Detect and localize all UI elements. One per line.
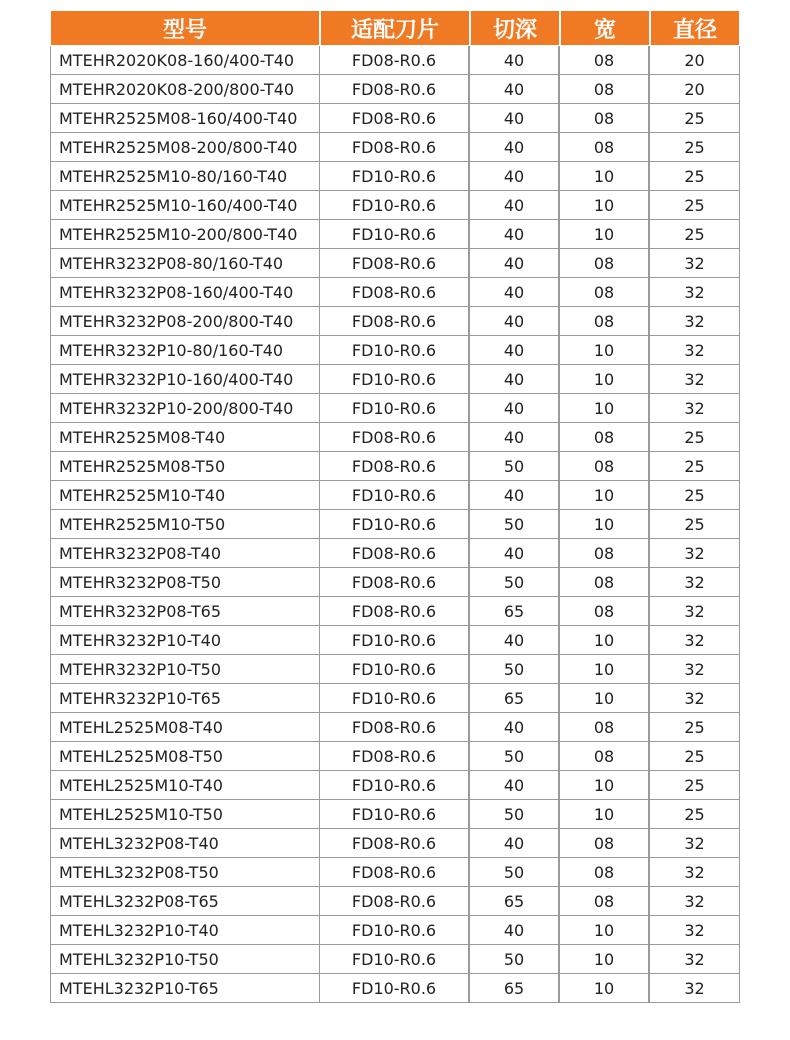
table-row (50, 220, 740, 249)
cell-insert: FD08-R0.6 (320, 539, 470, 568)
cell-depth: 40 (470, 394, 560, 423)
cell-diameter: 25 (650, 133, 740, 162)
table-row (50, 858, 740, 887)
cell-model: MTEHR2525M10-160/400-T40 (50, 191, 320, 220)
cell-depth: 40 (470, 481, 560, 510)
cell-width: 10 (560, 365, 650, 394)
cell-diameter: 25 (650, 510, 740, 539)
cell-diameter: 32 (650, 278, 740, 307)
spec-table (50, 10, 740, 1003)
cell-depth: 40 (470, 278, 560, 307)
cell-depth: 40 (470, 249, 560, 278)
cell-insert: FD10-R0.6 (320, 191, 470, 220)
cell-diameter: 32 (650, 974, 740, 1003)
cell-model: MTEHR2525M08-160/400-T40 (50, 104, 320, 133)
table-row (50, 945, 740, 974)
cell-insert: FD08-R0.6 (320, 278, 470, 307)
cell-model: MTEHL3232P08-T40 (50, 829, 320, 858)
cell-depth: 65 (470, 887, 560, 916)
cell-insert: FD08-R0.6 (320, 452, 470, 481)
cell-depth: 40 (470, 713, 560, 742)
cell-model: MTEHR2020K08-200/800-T40 (50, 75, 320, 104)
table-row (50, 75, 740, 104)
cell-depth: 40 (470, 46, 560, 75)
header-model: 型号 (50, 10, 320, 46)
cell-diameter: 32 (650, 684, 740, 713)
header-diameter: 直径 (650, 10, 740, 46)
cell-diameter: 32 (650, 249, 740, 278)
cell-depth: 40 (470, 336, 560, 365)
cell-diameter: 32 (650, 916, 740, 945)
cell-width: 08 (560, 887, 650, 916)
cell-insert: FD10-R0.6 (320, 771, 470, 800)
table-body (50, 46, 740, 1003)
cell-diameter: 32 (650, 829, 740, 858)
cell-diameter: 25 (650, 742, 740, 771)
cell-model: MTEHR2525M10-80/160-T40 (50, 162, 320, 191)
cell-model: MTEHR3232P08-160/400-T40 (50, 278, 320, 307)
cell-model: MTEHL3232P08-T65 (50, 887, 320, 916)
cell-diameter: 25 (650, 713, 740, 742)
table-row (50, 829, 740, 858)
cell-width: 10 (560, 916, 650, 945)
cell-model: MTEHR3232P08-200/800-T40 (50, 307, 320, 336)
cell-width: 10 (560, 655, 650, 684)
cell-diameter: 25 (650, 452, 740, 481)
cell-insert: FD08-R0.6 (320, 829, 470, 858)
cell-depth: 40 (470, 104, 560, 133)
cell-depth: 50 (470, 742, 560, 771)
header-insert: 适配刀片 (320, 10, 470, 46)
cell-model: MTEHR2020K08-160/400-T40 (50, 46, 320, 75)
cell-diameter: 32 (650, 597, 740, 626)
cell-width: 08 (560, 539, 650, 568)
cell-diameter: 32 (650, 626, 740, 655)
cell-width: 10 (560, 336, 650, 365)
cell-depth: 40 (470, 133, 560, 162)
table-row (50, 887, 740, 916)
cell-width: 10 (560, 191, 650, 220)
cell-diameter: 32 (650, 858, 740, 887)
cell-diameter: 32 (650, 568, 740, 597)
cell-model: MTEHR3232P08-T50 (50, 568, 320, 597)
cell-insert: FD10-R0.6 (320, 945, 470, 974)
cell-insert: FD08-R0.6 (320, 568, 470, 597)
table-row (50, 423, 740, 452)
table-row (50, 191, 740, 220)
cell-insert: FD10-R0.6 (320, 510, 470, 539)
cell-diameter: 32 (650, 394, 740, 423)
cell-depth: 40 (470, 626, 560, 655)
cell-model: MTEHR2525M08-T40 (50, 423, 320, 452)
table-row (50, 771, 740, 800)
table-row (50, 278, 740, 307)
cell-width: 10 (560, 481, 650, 510)
cell-depth: 50 (470, 655, 560, 684)
table-row (50, 104, 740, 133)
cell-diameter: 25 (650, 423, 740, 452)
table-row (50, 133, 740, 162)
cell-diameter: 32 (650, 539, 740, 568)
table-row (50, 46, 740, 75)
cell-width: 08 (560, 46, 650, 75)
cell-insert: FD10-R0.6 (320, 365, 470, 394)
cell-insert: FD10-R0.6 (320, 800, 470, 829)
cell-model: MTEHL3232P10-T50 (50, 945, 320, 974)
cell-width: 08 (560, 742, 650, 771)
cell-depth: 40 (470, 365, 560, 394)
cell-width: 10 (560, 510, 650, 539)
cell-width: 08 (560, 597, 650, 626)
cell-insert: FD08-R0.6 (320, 887, 470, 916)
cell-depth: 40 (470, 191, 560, 220)
cell-insert: FD08-R0.6 (320, 75, 470, 104)
cell-width: 08 (560, 713, 650, 742)
cell-depth: 50 (470, 510, 560, 539)
cell-width: 08 (560, 278, 650, 307)
cell-depth: 40 (470, 829, 560, 858)
table-row (50, 452, 740, 481)
table-row (50, 568, 740, 597)
table-row (50, 916, 740, 945)
cell-insert: FD10-R0.6 (320, 481, 470, 510)
cell-diameter: 20 (650, 75, 740, 104)
cell-diameter: 25 (650, 481, 740, 510)
cell-width: 08 (560, 307, 650, 336)
cell-insert: FD08-R0.6 (320, 46, 470, 75)
cell-insert: FD08-R0.6 (320, 713, 470, 742)
table-row (50, 626, 740, 655)
table-header (50, 10, 740, 46)
cell-depth: 40 (470, 307, 560, 336)
cell-model: MTEHR3232P08-T40 (50, 539, 320, 568)
cell-depth: 50 (470, 800, 560, 829)
table-row (50, 365, 740, 394)
cell-insert: FD10-R0.6 (320, 916, 470, 945)
cell-diameter: 32 (650, 887, 740, 916)
cell-insert: FD08-R0.6 (320, 742, 470, 771)
cell-diameter: 25 (650, 104, 740, 133)
table-row (50, 539, 740, 568)
cell-depth: 40 (470, 771, 560, 800)
cell-width: 10 (560, 394, 650, 423)
header-width: 宽 (560, 10, 650, 46)
cell-model: MTEHR2525M10-200/800-T40 (50, 220, 320, 249)
cell-width: 10 (560, 945, 650, 974)
header-depth: 切深 (470, 10, 560, 46)
table-row (50, 742, 740, 771)
cell-depth: 65 (470, 974, 560, 1003)
table-row (50, 307, 740, 336)
cell-insert: FD10-R0.6 (320, 684, 470, 713)
cell-diameter: 25 (650, 771, 740, 800)
cell-width: 08 (560, 858, 650, 887)
cell-model: MTEHR2525M10-T40 (50, 481, 320, 510)
cell-insert: FD10-R0.6 (320, 974, 470, 1003)
cell-insert: FD08-R0.6 (320, 423, 470, 452)
cell-insert: FD10-R0.6 (320, 626, 470, 655)
cell-model: MTEHR2525M10-T50 (50, 510, 320, 539)
cell-diameter: 32 (650, 307, 740, 336)
cell-width: 10 (560, 220, 650, 249)
cell-width: 10 (560, 162, 650, 191)
cell-insert: FD10-R0.6 (320, 394, 470, 423)
cell-diameter: 32 (650, 655, 740, 684)
cell-width: 08 (560, 452, 650, 481)
cell-depth: 40 (470, 916, 560, 945)
cell-model: MTEHR3232P10-T65 (50, 684, 320, 713)
cell-insert: FD10-R0.6 (320, 162, 470, 191)
cell-width: 08 (560, 133, 650, 162)
cell-depth: 65 (470, 684, 560, 713)
cell-width: 08 (560, 423, 650, 452)
cell-diameter: 25 (650, 191, 740, 220)
table-row (50, 162, 740, 191)
cell-depth: 40 (470, 423, 560, 452)
cell-width: 10 (560, 800, 650, 829)
table-row (50, 597, 740, 626)
table-row (50, 249, 740, 278)
table-row (50, 655, 740, 684)
cell-width: 10 (560, 771, 650, 800)
cell-depth: 40 (470, 220, 560, 249)
cell-diameter: 25 (650, 220, 740, 249)
cell-model: MTEHL3232P10-T40 (50, 916, 320, 945)
cell-width: 10 (560, 684, 650, 713)
cell-width: 08 (560, 104, 650, 133)
table-row (50, 394, 740, 423)
header-row (50, 10, 740, 46)
table-row (50, 336, 740, 365)
cell-insert: FD08-R0.6 (320, 307, 470, 336)
cell-depth: 65 (470, 597, 560, 626)
table-row (50, 800, 740, 829)
cell-diameter: 20 (650, 46, 740, 75)
cell-insert: FD08-R0.6 (320, 104, 470, 133)
cell-width: 08 (560, 568, 650, 597)
cell-insert: FD08-R0.6 (320, 133, 470, 162)
cell-model: MTEHL3232P08-T50 (50, 858, 320, 887)
cell-insert: FD10-R0.6 (320, 655, 470, 684)
cell-width: 10 (560, 974, 650, 1003)
table-row (50, 713, 740, 742)
cell-model: MTEHL2525M08-T50 (50, 742, 320, 771)
cell-insert: FD08-R0.6 (320, 249, 470, 278)
cell-model: MTEHR3232P10-160/400-T40 (50, 365, 320, 394)
cell-insert: FD08-R0.6 (320, 597, 470, 626)
cell-insert: FD10-R0.6 (320, 220, 470, 249)
cell-model: MTEHR2525M08-T50 (50, 452, 320, 481)
cell-width: 08 (560, 249, 650, 278)
cell-depth: 40 (470, 75, 560, 104)
cell-model: MTEHR2525M08-200/800-T40 (50, 133, 320, 162)
table-row (50, 684, 740, 713)
cell-insert: FD10-R0.6 (320, 336, 470, 365)
cell-diameter: 32 (650, 945, 740, 974)
cell-model: MTEHL2525M10-T40 (50, 771, 320, 800)
cell-diameter: 32 (650, 365, 740, 394)
cell-diameter: 25 (650, 800, 740, 829)
cell-model: MTEHL3232P10-T65 (50, 974, 320, 1003)
cell-model: MTEHL2525M10-T50 (50, 800, 320, 829)
cell-model: MTEHR3232P10-80/160-T40 (50, 336, 320, 365)
table-row (50, 974, 740, 1003)
table-row (50, 510, 740, 539)
cell-depth: 40 (470, 539, 560, 568)
cell-model: MTEHR3232P10-T40 (50, 626, 320, 655)
cell-model: MTEHR3232P08-T65 (50, 597, 320, 626)
cell-model: MTEHR3232P08-80/160-T40 (50, 249, 320, 278)
cell-depth: 50 (470, 945, 560, 974)
cell-diameter: 25 (650, 162, 740, 191)
cell-depth: 50 (470, 568, 560, 597)
cell-depth: 50 (470, 452, 560, 481)
cell-diameter: 32 (650, 336, 740, 365)
table-row (50, 481, 740, 510)
cell-depth: 40 (470, 162, 560, 191)
cell-model: MTEHR3232P10-T50 (50, 655, 320, 684)
cell-width: 08 (560, 829, 650, 858)
cell-model: MTEHL2525M08-T40 (50, 713, 320, 742)
cell-depth: 50 (470, 858, 560, 887)
cell-insert: FD08-R0.6 (320, 858, 470, 887)
cell-model: MTEHR3232P10-200/800-T40 (50, 394, 320, 423)
cell-width: 08 (560, 75, 650, 104)
cell-width: 10 (560, 626, 650, 655)
